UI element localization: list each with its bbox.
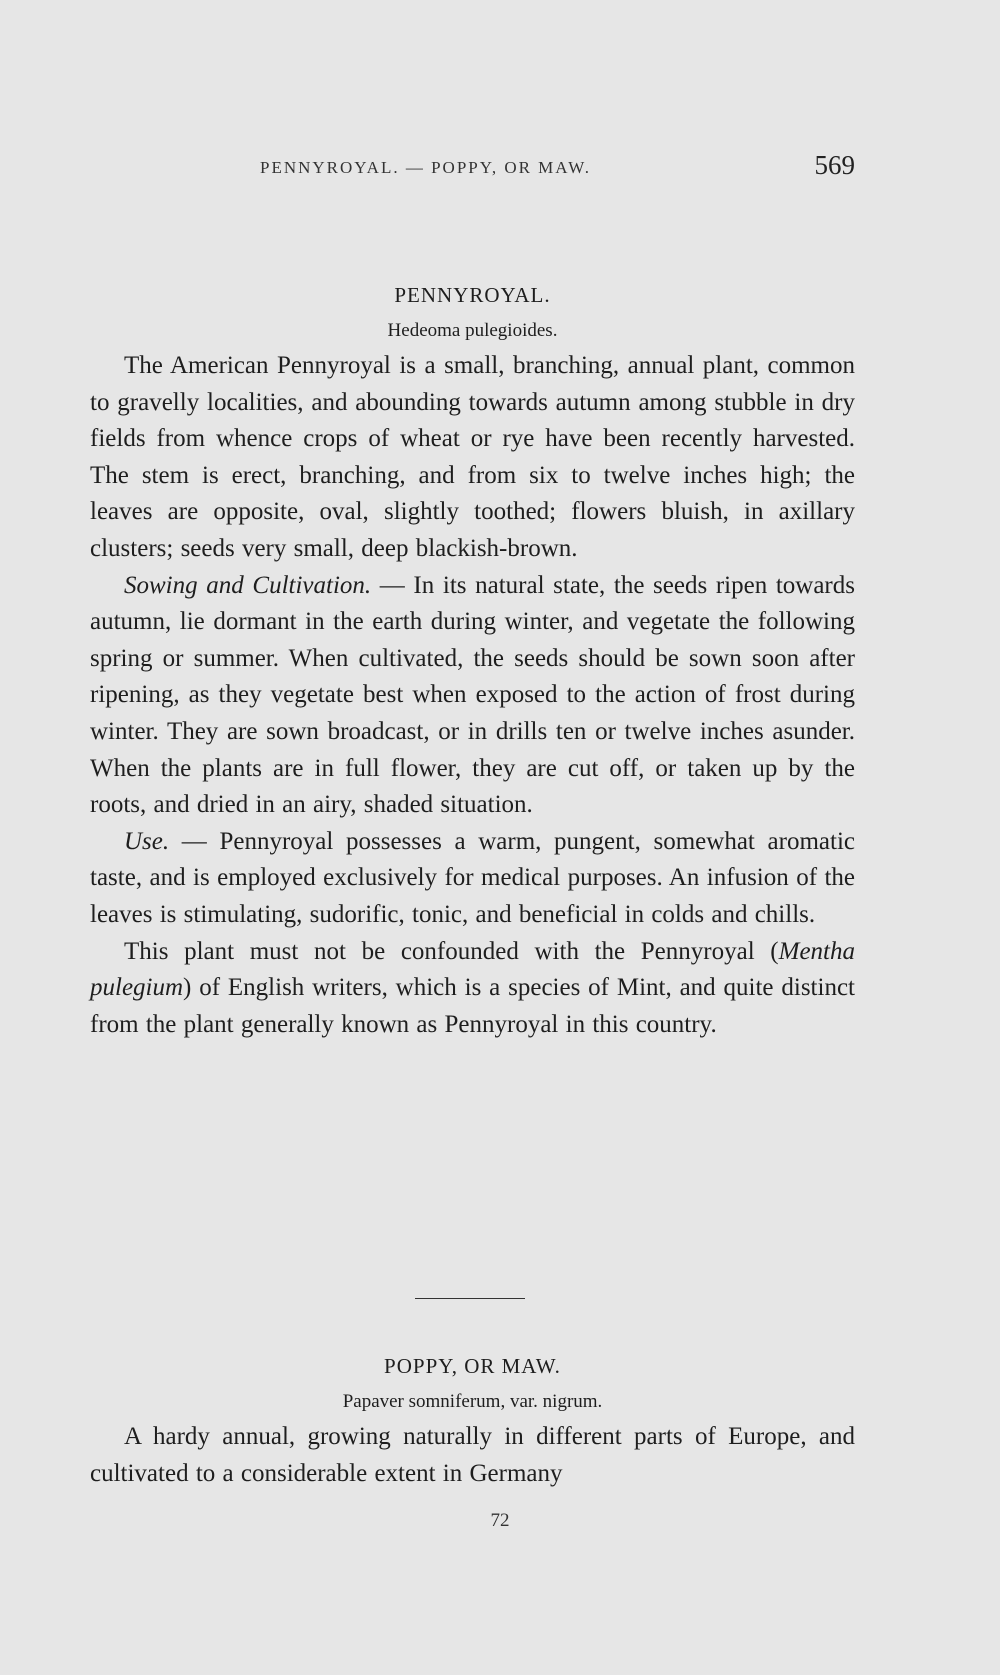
use-text: — Pennyroyal possesses a warm, pungent, somewhat aromatic taste, and is employed exclusively for medical purposes. An infusion of the leaves is stimulating, sudorific, tonic, and beneficial in colds and chills. xyxy=(90,827,855,928)
running-head xyxy=(90,150,855,190)
section-title-pennyroyal: PENNYROYAL. xyxy=(394,283,551,307)
paragraph-sowing xyxy=(90,568,855,824)
latin-name-pennyroyal: Hedeoma pulegioides. xyxy=(387,320,558,341)
paragraph-use xyxy=(90,824,855,934)
sowing-label: Sowing and Cultivation. xyxy=(124,571,372,599)
caution-text-end: ) of English writers, which is a species of Mint, and quite distinct from the plant generally known as Pennyroyal in this country. xyxy=(90,974,855,1038)
latin-name-poppy: Papaver somniferum, var. nigrum. xyxy=(342,1391,603,1412)
caution-text-start: This plant must not be confounded with the Pennyroyal ( xyxy=(124,937,779,965)
poppy-section xyxy=(90,1354,855,1492)
use-label: Use. xyxy=(124,827,170,855)
section-title-poppy: POPPY, OR MAW. xyxy=(384,1354,561,1378)
paragraph-description: The American Pennyroyal is a small, branching, annual plant, common to gravelly localities, and abounding towards autumn among stubble in dry fields from whence crops of wheat or rye have been recently harvested. The stem is erect, branching, and from six to twelve inches high; the leaves are opposite, oval, slightly toothed; flowers bluish, in axillary clusters; seeds very small, deep blackish-brown. xyxy=(90,352,855,562)
running-title: PENNYROYAL. — POPPY, OR MAW. xyxy=(260,158,591,177)
signature-mark: 72 xyxy=(490,1510,510,1531)
pennyroyal-section xyxy=(90,283,855,1043)
page-number: 569 xyxy=(814,150,855,180)
section-divider xyxy=(415,1298,525,1299)
mentha-pulegium: Mentha pulegium xyxy=(90,937,855,1002)
paragraph-poppy: A hardy annual, growing naturally in different parts of Europe, and cultivated to a considerable extent in Germany xyxy=(90,1423,855,1487)
sowing-text: — In its natural state, the seeds ripen towards autumn, lie dormant in the earth during winter, and vegetate the following spring or summer. When cultivated, the seeds should be sown soon after ripening, as they vegetate best when exposed to the action of frost during winter. They are sown broadcast, or in drills ten or twelve inches asunder. When the plants are in full flower, they are cut off, or taken up by the roots, and dried in an airy, shaded situation. xyxy=(90,571,855,819)
paragraph-caution xyxy=(90,934,855,1044)
